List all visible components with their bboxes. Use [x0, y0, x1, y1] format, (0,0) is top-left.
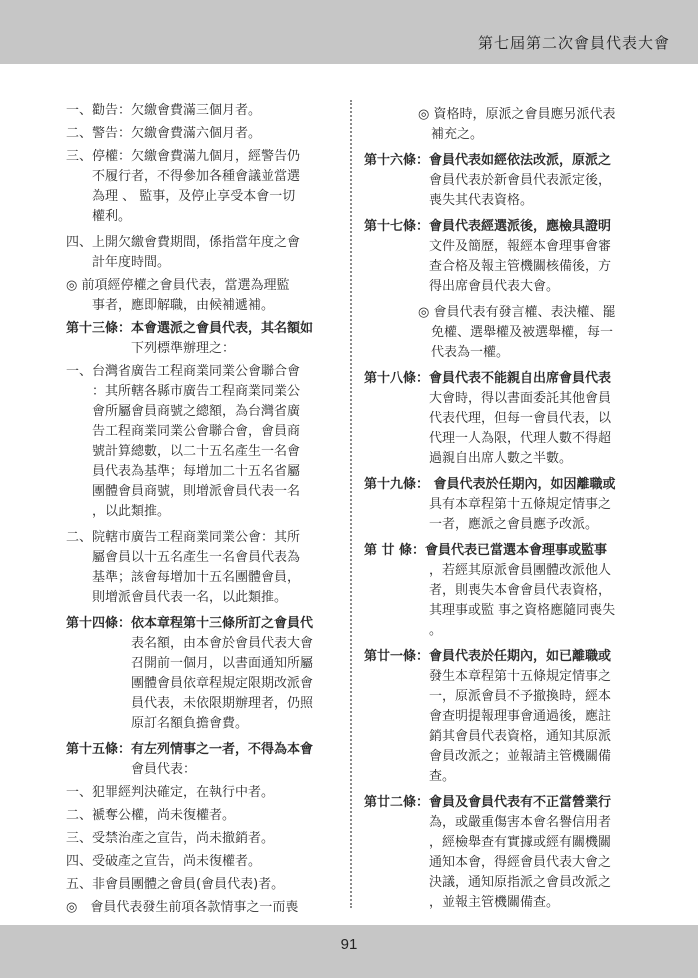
- text-line: 會員代表於新會員代表派定後，: [364, 173, 612, 188]
- left-column: [66, 101, 313, 918]
- text-line: 權利。: [66, 209, 132, 224]
- text-line: 三、停權：欠繳會費滿九個月，經警告仍: [66, 149, 301, 164]
- text-line: 事者，應即解職，由候補遞補。: [66, 298, 275, 313]
- text-line: 團體會員商號，則增派會員代表一名: [66, 484, 301, 499]
- article-22: [364, 793, 616, 913]
- article-heading-line: 第十八條：會員代表不能親自出席會員代表: [364, 371, 612, 386]
- clause-1: [66, 101, 313, 121]
- text-line: 補充之。: [418, 127, 484, 142]
- article-20: [364, 541, 616, 641]
- text-line: 不履行者，不得參加各種會議並當選: [66, 169, 301, 184]
- text-line: 員代表為基準；每增加二十五名省屬: [66, 464, 301, 479]
- article-heading-line: 第十五條：有左列情事之一者，不得為本會: [66, 742, 314, 757]
- clause-2: [66, 124, 313, 144]
- text-line: 銷其會員代表資格，通知其原派: [364, 729, 612, 744]
- text-line: 員代表，未依限期辦理者，仍照: [66, 696, 314, 711]
- article-heading-line: 第十九條： 會員代表於任期內，如因離職或: [364, 477, 616, 492]
- text-line: 為理 、 監事，及停止享受本會一切: [66, 189, 296, 204]
- note-item: [364, 303, 616, 363]
- text-line: ◎ 會員代表發生前項各款情事之一而喪: [66, 900, 299, 915]
- article-15-item-1: [66, 783, 313, 803]
- text-line: 一者，應派之會員應予改派。: [364, 517, 599, 532]
- text-line: 計年度時間。: [66, 255, 171, 270]
- text-line: 免權、選舉權及被選舉權，每一: [418, 325, 614, 340]
- text-line: 四、受破產之宣告，尚未復權者。: [66, 854, 262, 869]
- note-item: [66, 276, 313, 316]
- article-13-item-2: [66, 528, 313, 608]
- text-line: ：其所轄各縣市廣告工程商業同業公: [66, 384, 301, 399]
- text-line: 大會時，得以書面委託其他會員: [364, 391, 612, 406]
- text-line: 基準；該會每增加十五名團體會員，: [66, 570, 301, 585]
- text-line: 團體會員依章程規定限期改派會: [66, 676, 314, 691]
- article-19: [364, 475, 616, 535]
- article-15-item-5: [66, 875, 313, 895]
- column-divider: [350, 100, 352, 908]
- article-14: [66, 614, 313, 734]
- article-heading-line: 第廿二條：會員及會員代表有不正當營業行: [364, 795, 612, 810]
- article-heading-line: 第十三條：本會選派之會員代表，其名額如: [66, 321, 314, 336]
- text-line: 四、上開欠繳會費期間，係指當年度之會: [66, 235, 301, 250]
- article-15-item-3: [66, 829, 313, 849]
- article-15-item-4: [66, 852, 313, 872]
- article-heading-line: 第十四條：依本章程第十三條所訂之會員代: [66, 616, 314, 631]
- text-line: 文件及簡歷，報經本會理事會審: [364, 239, 612, 254]
- page-header-title: 第七屆第二次會員代表大會: [477, 34, 670, 52]
- text-line: 一、台灣省廣告工程商業同業公會聯合會: [66, 364, 301, 379]
- text-line: 會員改派之；並報請主管機關備: [364, 749, 612, 764]
- clause-3: [66, 147, 313, 227]
- text-line: 查合格及報主管機關核備後，方: [364, 259, 612, 274]
- text-line: 下列標準辦理之：: [66, 341, 236, 356]
- text-line: 表名額，由本會於會員代表大會: [66, 636, 314, 651]
- text-line: 則增派會員代表一名，以此類推。: [66, 590, 288, 605]
- article-16: [364, 151, 616, 211]
- text-line: 通知本會，得經會員代表大會之: [364, 855, 612, 870]
- text-line: 其理事或監 事之資格應隨同喪失: [364, 603, 616, 618]
- article-18: [364, 369, 616, 469]
- text-line: 得出席會員代表大會。: [364, 279, 560, 294]
- text-line: 過親自出席人數之半數。: [364, 451, 573, 466]
- text-line: 二、褫奪公權，尚未復權者。: [66, 808, 236, 823]
- note-item: [364, 105, 616, 145]
- text-line: ，若經其原派會員團體改派他人: [364, 563, 612, 578]
- text-line: 一，原派會員不予撤換時，經本: [364, 689, 612, 704]
- text-line: ◎ 資格時，原派之會員應另派代表: [418, 107, 616, 122]
- text-line: 二、院轄市廣告工程商業同業公會：其所: [66, 530, 301, 545]
- text-line: 屬會員以十五名產生一名會員代表為: [66, 550, 301, 565]
- article-heading-line: 第廿一條：會員代表於任期內，如已離職或: [364, 649, 612, 664]
- text-line: ◎ 前項經停權之會員代表，當選為理監: [66, 278, 290, 293]
- text-line: 五、非會員團體之會員(會員代表)者。: [66, 877, 285, 892]
- article-17: [364, 217, 616, 297]
- text-line: 為，或嚴重傷害本會名譽信用者: [364, 815, 612, 830]
- text-line: 一、勸告：欠繳會費滿三個月者。: [66, 103, 262, 118]
- page-number: 91: [340, 936, 358, 953]
- text-line: 決議，通知原指派之會員改派之: [364, 875, 612, 890]
- text-line: 會員代表：: [66, 762, 197, 777]
- text-line: 發生本章程第十五條規定情事之: [364, 669, 612, 684]
- article-21: [364, 647, 616, 787]
- clause-4: [66, 233, 313, 273]
- text-line: 三、受禁治產之宣告，尚未撤銷者。: [66, 831, 275, 846]
- text-line: ，經檢舉查有實據或經有關機關: [364, 835, 612, 850]
- text-line: 原訂名額負擔會費。: [66, 716, 249, 731]
- text-line: 告工程商業同業公會聯合會，會員商: [66, 424, 301, 439]
- text-line: 。: [364, 623, 443, 638]
- article-13-item-1: [66, 362, 313, 522]
- text-line: ，並報主管機關備查。: [364, 895, 560, 910]
- article-15: [66, 740, 313, 780]
- text-line: 一、犯罪經判決確定，在執行中者。: [66, 785, 275, 800]
- article-13: [66, 319, 313, 359]
- text-line: 喪失其代表資格。: [364, 193, 534, 208]
- text-line: ，以此類推。: [66, 504, 171, 519]
- text-line: 者，則喪失本會會員代表資格，: [364, 583, 612, 598]
- text-line: 二、警告：欠繳會費滿六個月者。: [66, 126, 262, 141]
- text-line: 具有本章程第十五條規定情事之: [364, 497, 612, 512]
- text-line: 召開前一個月，以書面通知所屬: [66, 656, 314, 671]
- text-line: 代表為一權。: [418, 345, 510, 360]
- text-line: 號計算總數，以二十五名產生一名會: [66, 444, 301, 459]
- article-heading-line: 第十七條：會員代表經選派後，應檢具證明: [364, 219, 612, 234]
- text-line: 查。: [364, 769, 456, 784]
- text-line: 代理一人為限，代理人數不得超: [364, 431, 612, 446]
- article-15-item-2: [66, 806, 313, 826]
- right-column: [364, 105, 616, 913]
- text-line: ◎ 會員代表有發言權、表決權、罷: [418, 305, 616, 320]
- article-heading-line: 第 廿 條：會員代表已當選本會理事或監事: [364, 543, 608, 558]
- text-line: 會所屬會員商號之總額，為台灣省廣: [66, 404, 301, 419]
- text-line: 會查明提報理事會通過後，應註: [364, 709, 612, 724]
- article-heading-line: 第十六條：會員代表如經依法改派，原派之: [364, 153, 612, 168]
- note-item: [66, 898, 313, 918]
- text-line: 代表代理，但每一會員代表，以: [364, 411, 612, 426]
